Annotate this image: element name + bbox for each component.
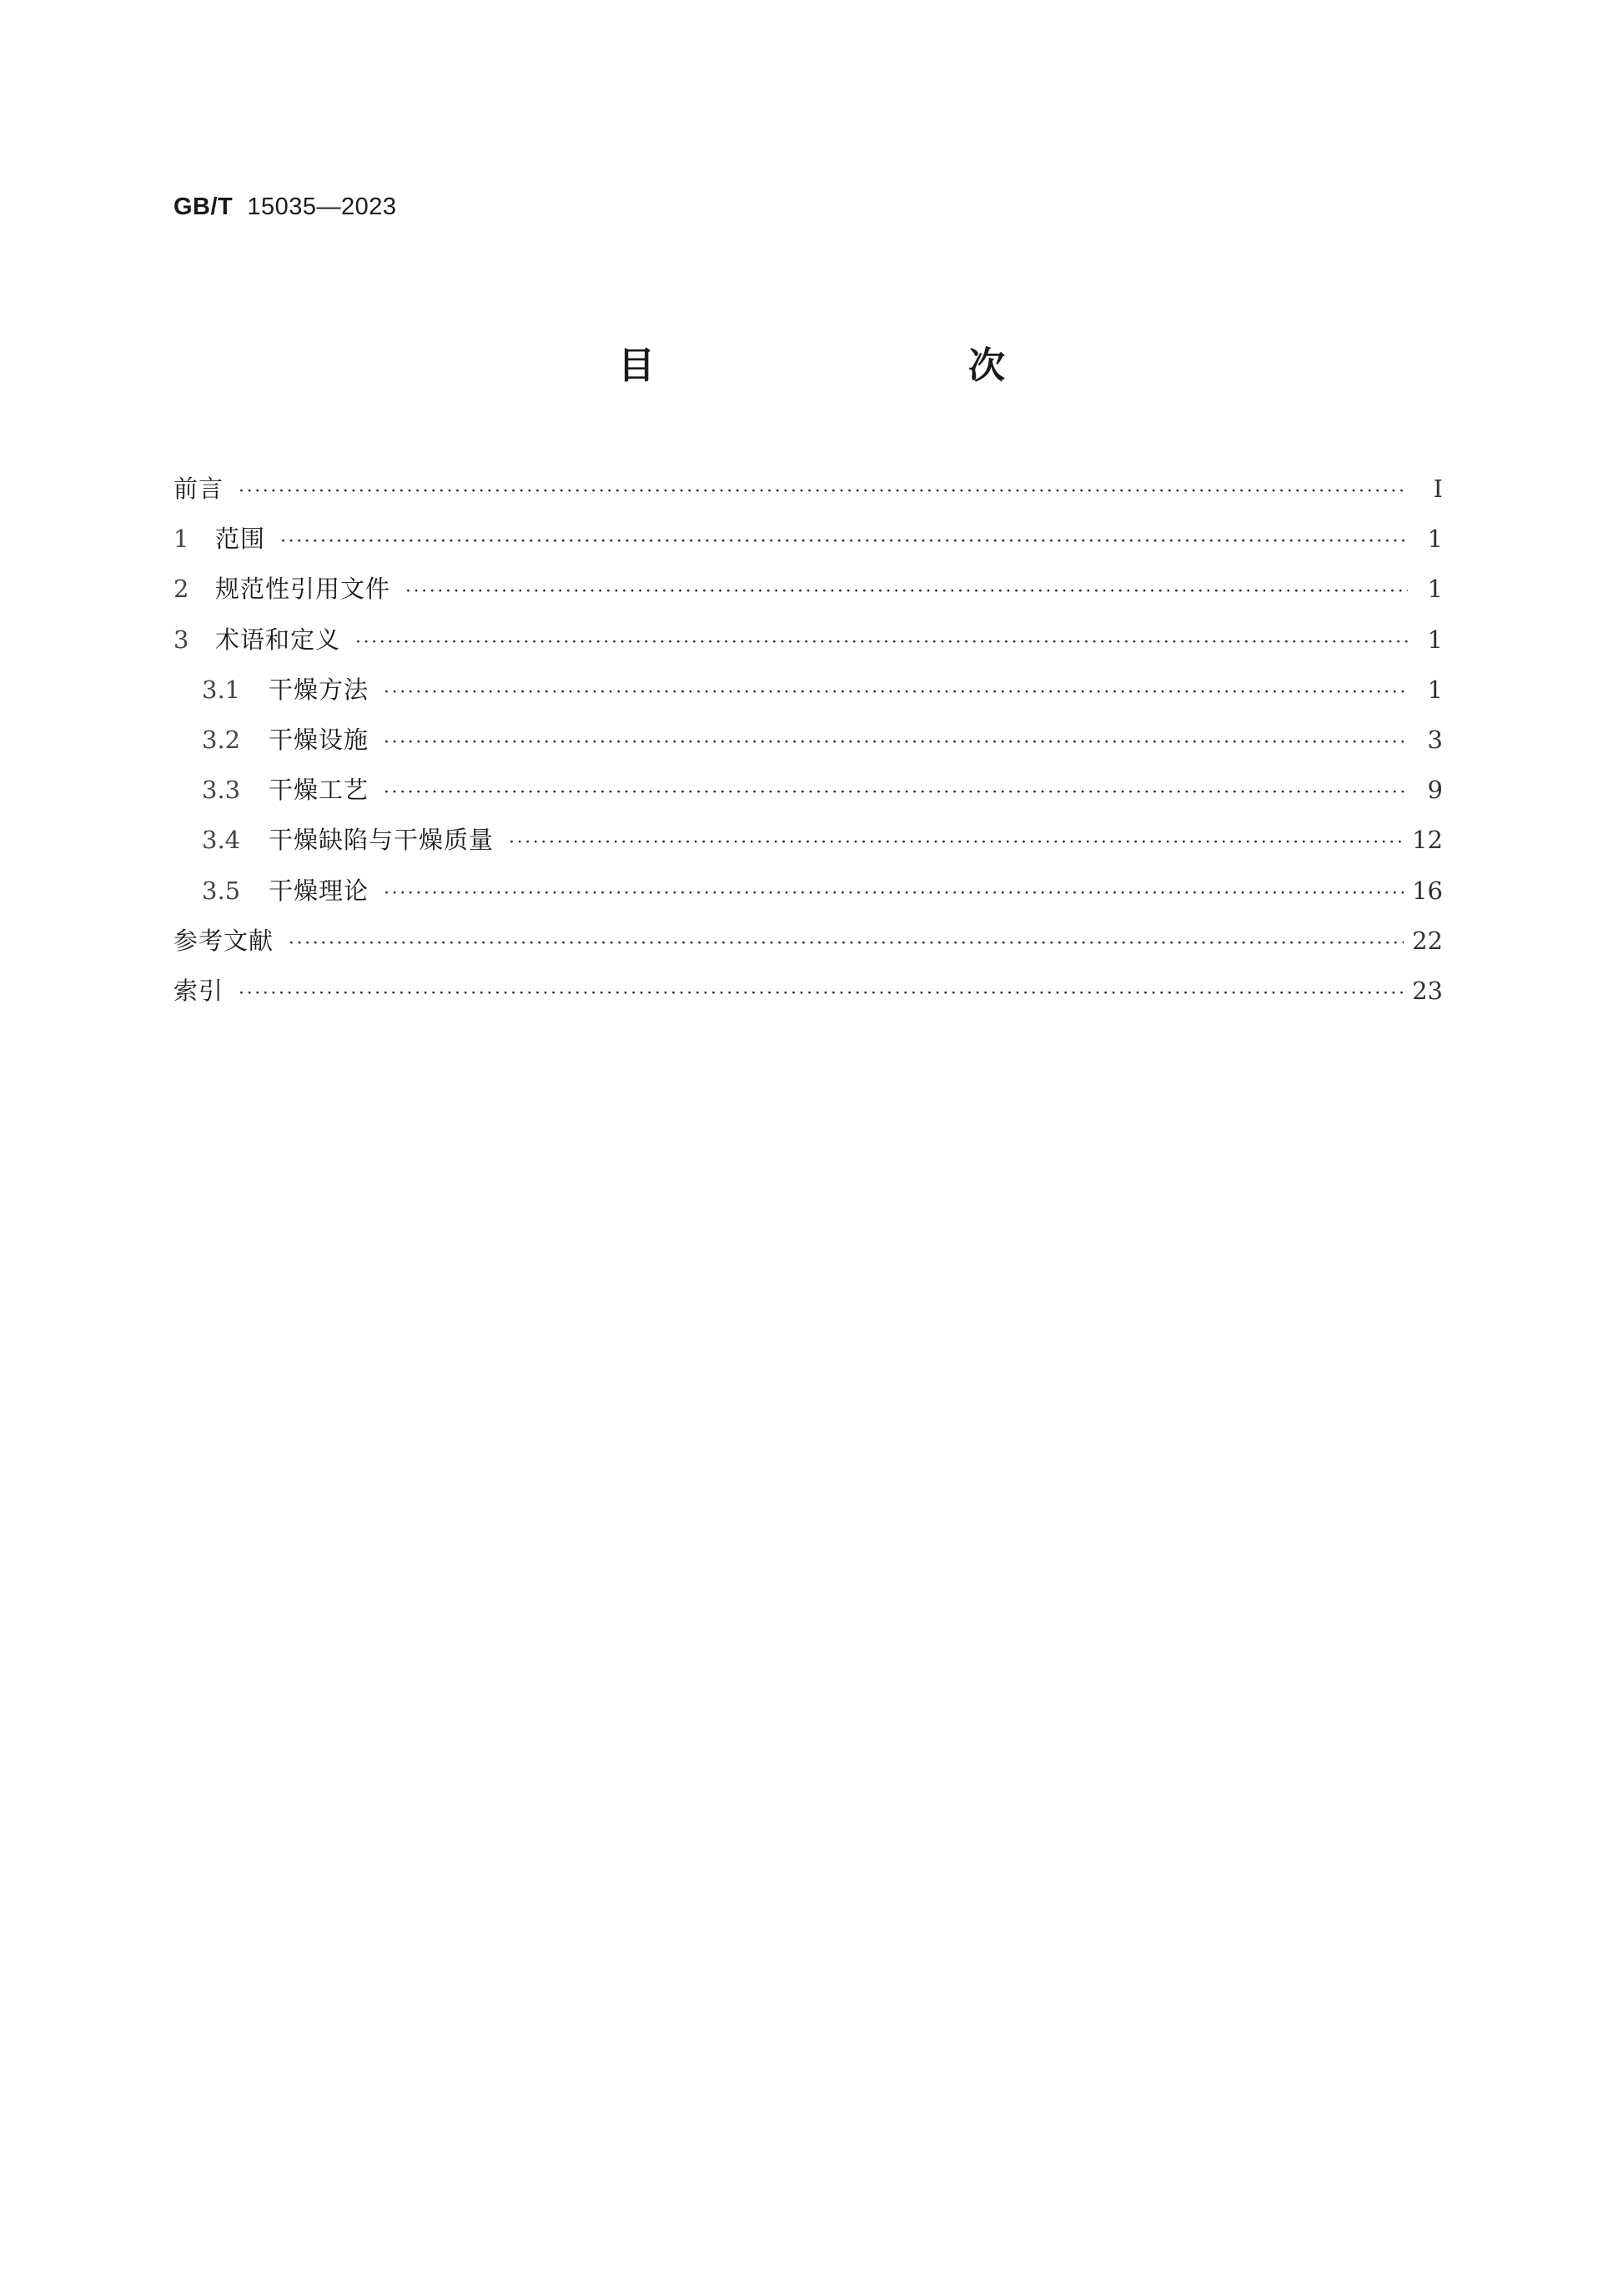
page-title: 目 次 [618,344,1085,387]
toc-entry-number: 3.4 [202,826,241,855]
toc-leader-dots [384,668,1408,718]
toc-entry-label: 范围 [215,525,266,554]
toc-entry-number: 3.5 [202,876,241,905]
toc-entry-drying-theory[interactable] [173,866,1443,916]
toc-entry-number: 2 [173,575,189,604]
toc-entry-page: 1 [1427,625,1443,654]
toc-entry-drying-defects-quality[interactable] [173,815,1443,865]
standard-prefix: GB/T [173,193,234,220]
toc-entry-label: 干燥方法 [269,675,369,704]
toc-entry-terms-and-definitions[interactable] [173,615,1443,665]
table-of-contents [173,464,1443,1016]
toc-entry-label: 干燥工艺 [269,776,369,805]
toc-entry-page: 1 [1427,675,1443,704]
toc-entry-label: 规范性引用文件 [215,575,391,604]
toc-leader-dots [384,768,1408,818]
toc-entry-number: 3.3 [202,776,241,805]
toc-entry-number: 3.2 [202,725,241,754]
toc-entry-page: 16 [1412,876,1443,905]
toc-entry-label: 术语和定义 [215,625,341,654]
toc-entry-page: 22 [1412,926,1443,955]
toc-entry-label: 干燥设施 [269,725,369,754]
standard-number [173,193,397,221]
toc-entry-label: 前言 [173,475,224,503]
toc-entry-label: 索引 [173,976,224,1005]
toc-leader-dots [289,919,1404,969]
toc-entry-label: 干燥缺陷与干燥质量 [269,826,495,855]
toc-leader-dots [239,467,1408,517]
toc-entry-normative-references[interactable] [173,564,1443,614]
toc-entry-label: 参考文献 [173,926,274,955]
toc-entry-page: 1 [1427,575,1443,604]
toc-leader-dots [280,517,1408,567]
toc-entry-page: 12 [1412,826,1443,855]
toc-entry-number: 3.1 [202,675,241,704]
toc-entry-scope[interactable] [173,514,1443,564]
toc-entry-page: 3 [1427,725,1443,754]
toc-entry-page: 1 [1427,525,1443,554]
toc-entry-label: 干燥理论 [269,876,369,905]
toc-entry-page: 23 [1412,976,1443,1005]
toc-leader-dots [384,718,1408,768]
toc-entry-number: 1 [173,525,189,554]
toc-leader-dots [239,969,1404,1019]
toc-entry-drying-methods[interactable] [173,665,1443,715]
toc-leader-dots [384,869,1404,919]
toc-leader-dots [509,818,1404,868]
standard-code: 15035—2023 [247,193,397,220]
toc-entry-foreword[interactable] [173,464,1443,514]
toc-entry-page: 9 [1427,776,1443,805]
toc-entry-bibliography[interactable] [173,916,1443,966]
toc-leader-dots [355,618,1408,668]
toc-entry-drying-facilities[interactable] [173,715,1443,765]
toc-entry-page: Ⅰ [1433,475,1443,503]
toc-entry-number: 3 [173,625,189,654]
toc-leader-dots [405,567,1408,617]
toc-entry-drying-process[interactable] [173,765,1443,815]
toc-entry-index[interactable] [173,966,1443,1016]
